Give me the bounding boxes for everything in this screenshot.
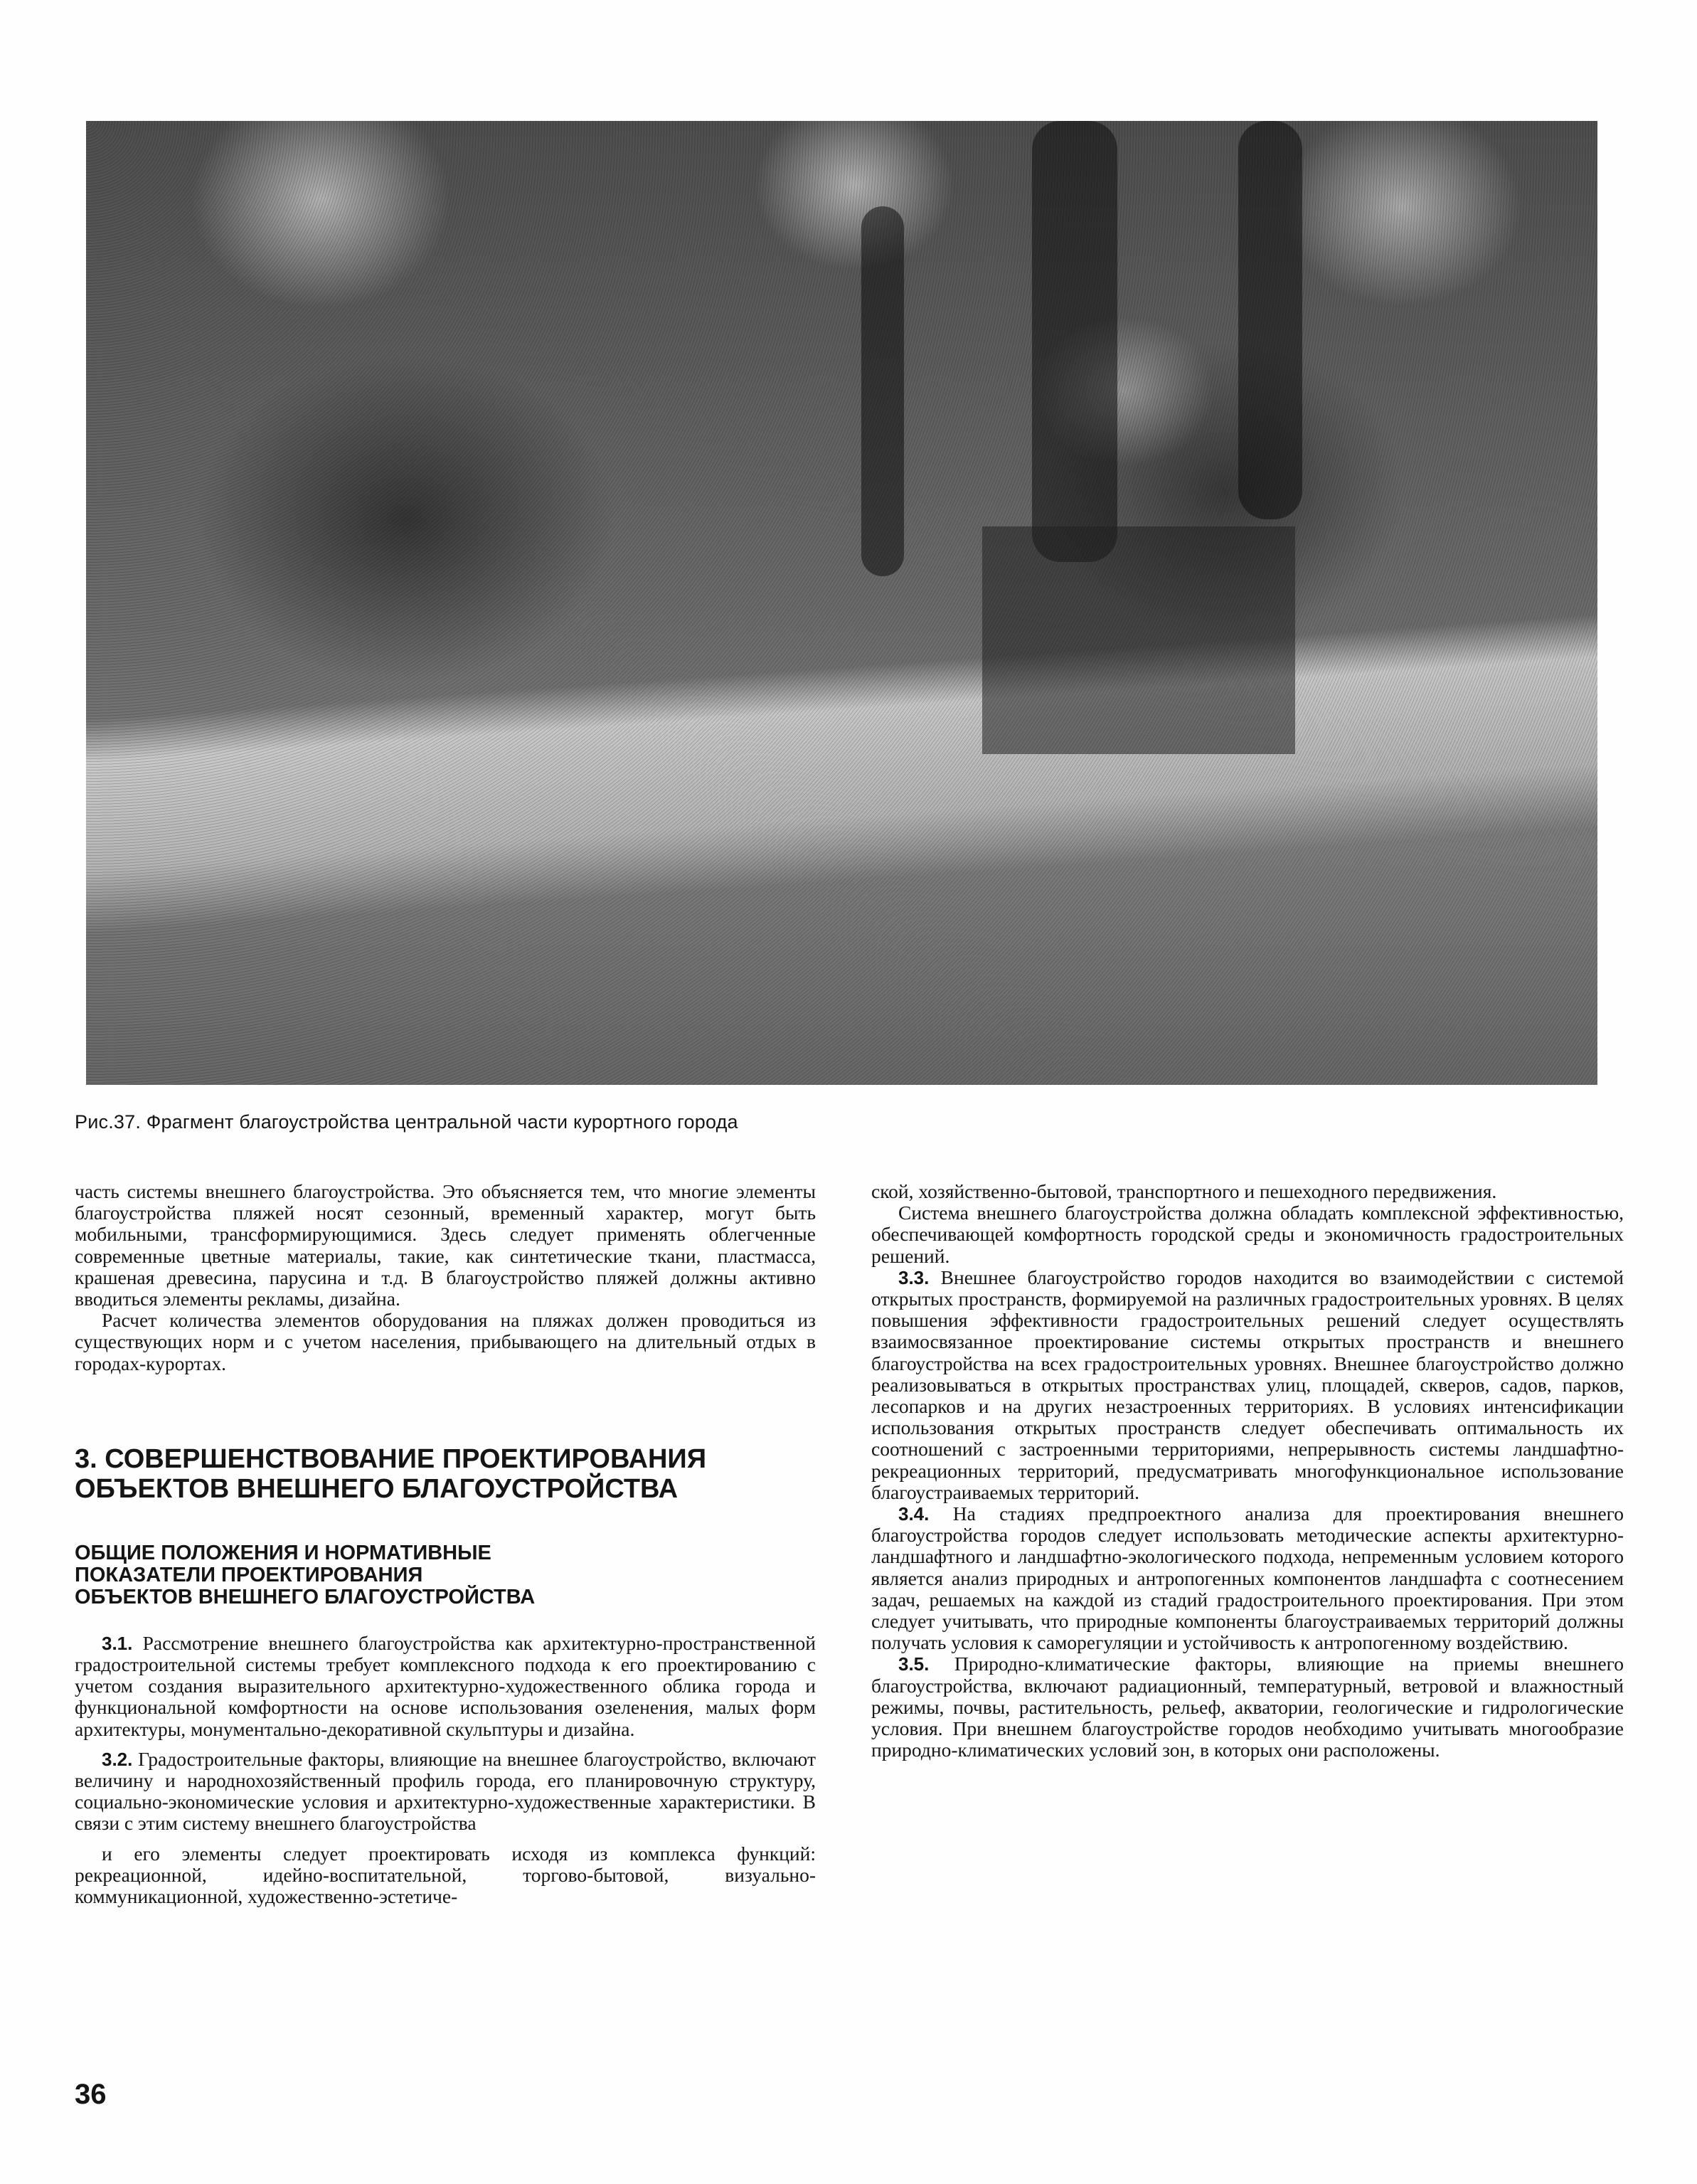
paragraph-3-3: 3.3. Внешнее благоустройство городов находится во взаимодействии с системой открытых пространств, формируемой на различных градостроительных уровнях. В целях повышения эффективности градостроительных решений следует осуществлять взаимосвязанное проектирование системы открытых пространств и внешнего благоустройства на всех градостроительных уровнях. Внешнее благоустройство должно реализовываться в открытых пространствах улиц, площадей, скверов, садов, парков, лесопарков и на других незастроенных территориях. В условиях интенсификации использования открытых пространств следует обеспечивать оптимальность их соотношений с застроенными территориями, непрерывность системы ландшафтно-рекреационных территорий, предусматривать многофункциональное использование благоустраиваемых территорий. <box>871 1266 1624 1503</box>
figure-caption: Рис.37. Фрагмент благоустройства центральной части курортного города <box>75 1111 738 1133</box>
right-column <box>871 1181 1624 1761</box>
clause-number: 3.4. <box>898 1503 930 1525</box>
section-heading: 3. СОВЕРШЕНСТВОВАНИЕ ПРОЕКТИРОВАНИЯ ОБЪЕКТОВ ВНЕШНЕГО БЛАГОУСТРОЙСТВА <box>75 1443 707 1504</box>
left-column <box>75 1181 816 1907</box>
paragraph-3-4: 3.4. На стадиях предпроектного анализа для проектирования внешнего благоустройства городов следует использовать методические аспекты архитектурно-ландшафтного и ландшафтно-экологического подхода, непременным условием которого является анализ природных и антропогенных компонентов ландшафта с соотнесением задач, решаемых на каждой из стадий градостроительного проектирования. При этом следует учитывать, что природные компоненты благоустраиваемых территорий должны получать условия к саморегуляции и устойчивость к антропогенному воздействию. <box>871 1502 1624 1654</box>
page-number: 36 <box>75 2079 107 2110</box>
resort-city-photo <box>86 121 1597 1085</box>
paragraph-3-5: 3.5. Природно-климатические факторы, влияющие на приемы внешнего благоустройства, включают радиационный, температурный, ветровой и влажностный режимы, почвы, растительность, рельеф, акватории, геологические и гидрологические условия. При внешнем благоустройстве городов необходимо учитывать многообразие природно-климатических условий зон, в которых они расположены. <box>871 1653 1624 1761</box>
stone-wall <box>982 526 1295 754</box>
subsection-heading: ОБЩИЕ ПОЛОЖЕНИЯ И НОРМАТИВНЫЕ ПОКАЗАТЕЛИ ПРОЕКТИРОВАНИЯ ОБЪЕКТОВ ВНЕШНЕГО БЛАГОУСТРОЙСТВА <box>75 1541 536 1608</box>
paragraph: и его элементы следует проектировать исходя из комплекса функций: рекреационной, идейно-воспитательной, торгово-бытовой, визуально-коммуникационной, художественно-эстетиче- <box>75 1842 816 1908</box>
clause-number: 3.1. <box>102 1632 133 1654</box>
paragraph-3-1: 3.1. Рассмотрение внешнего благоустройства как архитектурно-пространственной градостроительной системы требует комплексного подхода к его проектированию с учетом создания выразительного архитектурно-художественного облика города и функциональной комфортности на основе использования озеленения, малых форм архитектуры, монументально-декоративной скульптуры и дизайна. <box>75 1631 816 1740</box>
clause-number: 3.2. <box>102 1748 133 1770</box>
clause-number: 3.5. <box>898 1653 930 1675</box>
tree-trunk <box>1238 121 1302 519</box>
clause-number: 3.3. <box>898 1266 930 1288</box>
tree-trunk <box>1032 121 1117 562</box>
paragraph-3-2: 3.2. Градостроительные факторы, влияющие на внешнее благоустройство, включают величину и народнохозяйственный профиль города, его планировочную структуру, социально-экономические условия и архитектурно-художественные характеристики. В связи с этим систему внешнего благоустройства <box>75 1747 816 1835</box>
paragraph: Система внешнего благоустройства должна обладать комплексной эффективностью, обеспечивающей комфортность городской среды и экономичность градостроительных решений. <box>871 1202 1624 1267</box>
paragraph: Расчет количества элементов оборудования на пляжах должен проводиться из существующих норм и с учетом населения, прибывающего на длительный отдых в городах-курортах. <box>75 1309 816 1374</box>
paragraph: ской, хозяйственно-бытовой, транспортного и пешеходного передвижения. <box>871 1180 1497 1202</box>
tree-trunk <box>861 206 904 576</box>
paragraph: часть системы внешнего благоустройства. Это объясняется тем, что многие элементы благоустройства пляжей носят сезонный, временный характер, могут быть мобильными, трансформирующимися. Здесь следует применять облегченные современные цветные материалы, такие, как синтетические ткани, пластмасса, крашеная древесина, парусина и т.д. В благоустройство пляжей должны активно вводиться элементы рекламы, дизайна. <box>75 1180 816 1310</box>
